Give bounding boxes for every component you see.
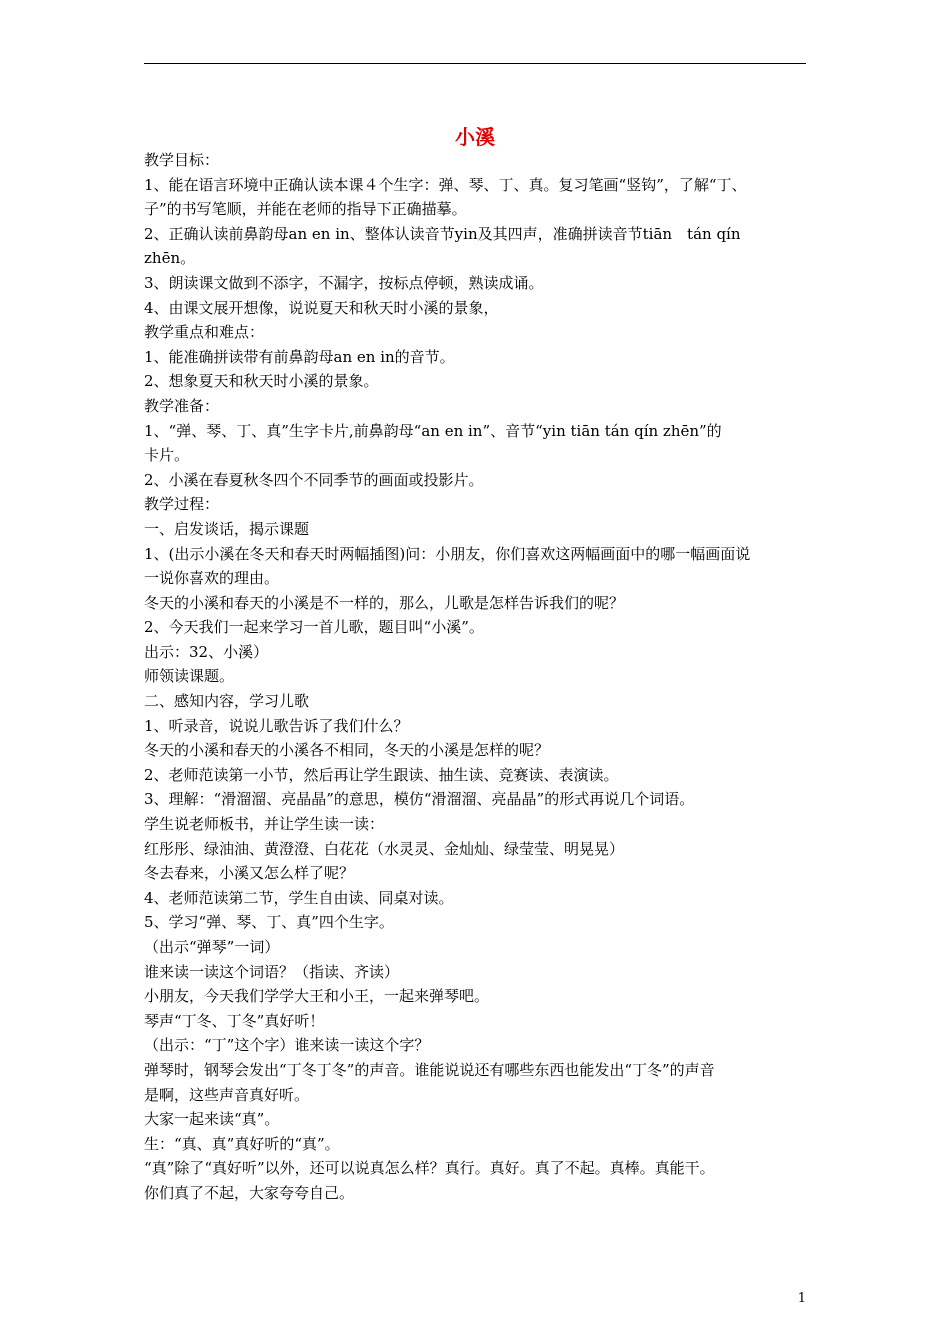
document-body (144, 148, 809, 1206)
text-line: 是啊，这些声音真好听。 (144, 1085, 310, 1104)
text-line: 2、正确认读前鼻韵母an en in、整体认读音节yin及其四声，准确拼读音节tiān tán qín (144, 224, 741, 243)
text-line: 出示：32、小溪） (144, 642, 269, 661)
text-line: 4、老师范读第二节，学生自由读、同桌对读。 (144, 888, 454, 907)
text-line: 学生说老师板书，并让学生读一读： (144, 815, 385, 834)
text-line: 1、能准确拼读带有前鼻韵母an en in的音节。 (144, 347, 455, 366)
text-line: 4、由课文展开想像，说说夏天和秋天时小溪的景象， (144, 298, 499, 317)
text-line: 冬天的小溪和春天的小溪各不相同，冬天的小溪是怎样的呢？ (144, 741, 550, 760)
text-line: 2、小溪在春夏秋冬四个不同季节的画面或投影片。 (144, 470, 484, 489)
text-line: 1、“弹、琴、丁、真”生字卡片,前鼻韵母“an en in”、音节“yin tiān tán qín zhēn”的 (144, 421, 722, 440)
text-line: 弹琴时，钢琴会发出“丁冬丁冬”的声音。谁能说说还有哪些东西也能发出“丁冬”的声音 (144, 1060, 715, 1079)
text-line: “真”除了“真好听”以外，还可以说真怎么样？真行。真好。真了不起。真棒。真能干。 (144, 1159, 715, 1178)
text-line: 1、能在语言环境中正确认读本课４个生字：弹、琴、丁、真。复习笔画“竖钩”，了解“丁、 (144, 175, 747, 194)
text-line: 1、听录音，说说儿歌告诉了我们什么？ (144, 716, 409, 735)
text-line: 3、理解：“滑溜溜、亮晶晶”的意思，模仿“滑溜溜、亮晶晶”的形式再说几个词语。 (144, 790, 695, 809)
text-line: 冬天的小溪和春天的小溪是不一样的，那么，儿歌是怎样告诉我们的呢？ (144, 593, 625, 612)
text-line: 生：“真、真”真好听的“真”。 (144, 1134, 340, 1153)
text-line: 3、朗读课文做到不添字，不漏字，按标点停顿，熟读成诵。 (144, 273, 544, 292)
text-line: 子”的书写笔顺，并能在老师的指导下正确描摹。 (144, 200, 467, 219)
text-line: （出示“弹琴”一词） (144, 938, 280, 956)
header-rule (144, 63, 806, 64)
text-line: 冬去春来，小溪又怎么样了呢？ (144, 864, 355, 883)
text-line: 1、(出示小溪在冬天和春天时两幅插图)问：小朋友，你们喜欢这两幅画面中的哪一幅画面说 (144, 544, 751, 563)
text-line: 教学准备： (144, 396, 220, 415)
page-number: 1 (797, 1291, 806, 1306)
text-line: 一、启发谈话，揭示课题 (144, 519, 310, 538)
text-line: 大家一起来读“真”。 (144, 1110, 280, 1129)
text-line: 2、今天我们一起来学习一首儿歌，题目叫“小溪”。 (144, 618, 484, 637)
text-line: zhēn。 (144, 249, 196, 268)
text-line: 教学过程： (144, 495, 220, 514)
text-line: （出示：“丁”这个字）谁来读一读这个字？ (144, 1036, 430, 1055)
document-title: 小溪 (455, 125, 495, 149)
text-line: 红彤彤、绿油油、黄澄澄、白花花（水灵灵、金灿灿、绿莹莹、明晃晃） (144, 839, 625, 858)
text-line: 一说你喜欢的理由。 (144, 569, 280, 588)
text-line: 师领读课题。 (144, 667, 235, 686)
text-line: 小朋友，今天我们学学大王和小王，一起来弹琴吧。 (144, 987, 490, 1006)
text-line: 谁来读一读这个词语？（指读、齐读） (144, 962, 400, 981)
text-line: 2、想象夏天和秋天时小溪的景象。 (144, 372, 379, 391)
text-line: 琴声“丁冬、丁冬”真好听！ (144, 1011, 325, 1030)
text-line: 2、老师范读第一小节，然后再让学生跟读、抽生读、竞赛读、表演读。 (144, 765, 619, 784)
text-line: 教学目标： (144, 151, 220, 169)
text-line: 卡片。 (144, 446, 190, 465)
text-line: 二、感知内容，学习儿歌 (144, 692, 310, 711)
text-line: 教学重点和难点： (144, 323, 265, 342)
text-line: 你们真了不起，大家夸夸自己。 (144, 1183, 355, 1202)
text-line: 5、学习“弹、琴、丁、真”四个生字。 (144, 913, 394, 932)
